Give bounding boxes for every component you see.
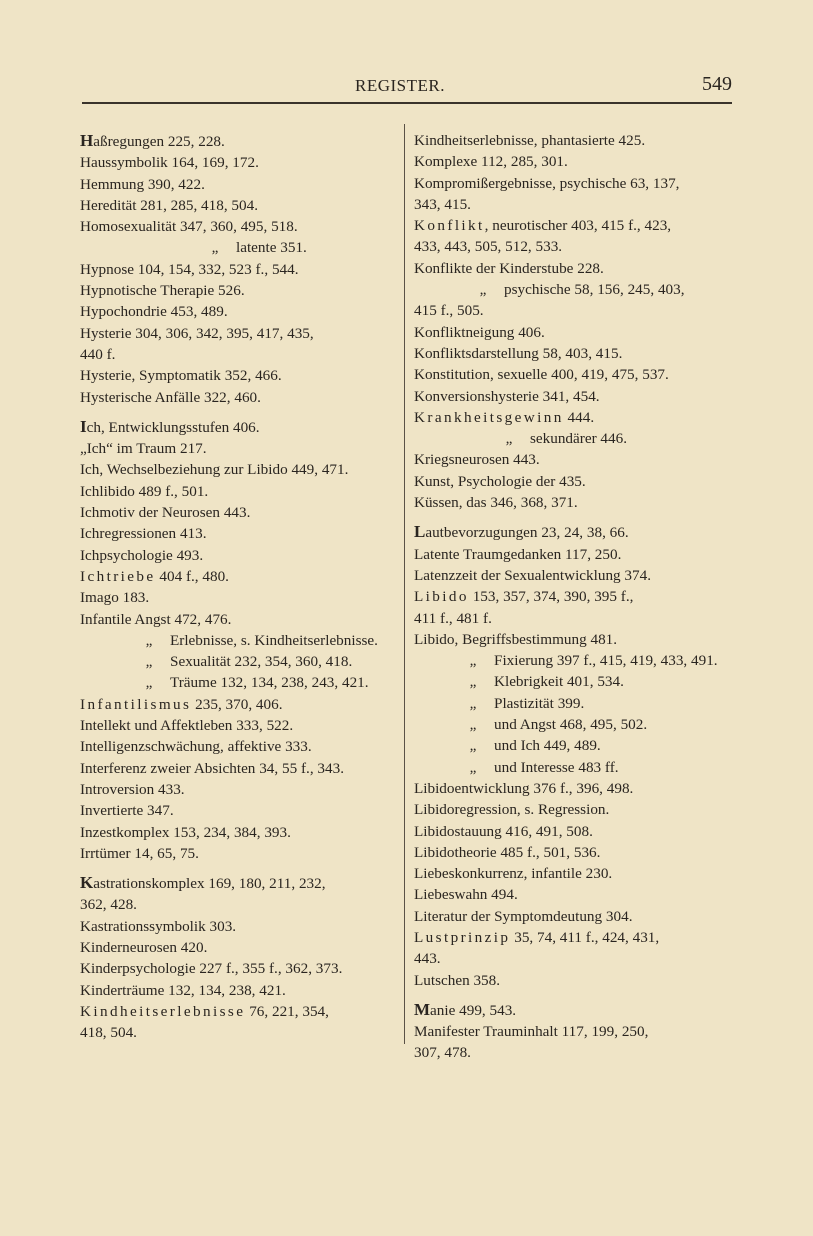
subentry-text: Erlebnisse, s. Kindheitserlebnisse. xyxy=(170,631,378,649)
entry-text: Hemmung 390, 422. xyxy=(80,175,205,193)
index-entry xyxy=(414,151,734,172)
entry-text: Lutschen 358. xyxy=(414,971,501,989)
subentry-text: Plastizität 399. xyxy=(494,694,585,712)
entry-text: Intelligenzschwächung, affektive 333. xyxy=(80,738,312,756)
entry-text: Irrtümer 14, 65, 75. xyxy=(80,844,199,862)
subentry-text: und Ich 449, 489. xyxy=(494,737,601,755)
section-gap xyxy=(414,513,734,521)
index-entry xyxy=(80,1001,402,1044)
entry-text: Kinderneurosen 420. xyxy=(80,938,208,956)
index-entry xyxy=(80,365,402,386)
index-entry xyxy=(80,301,402,322)
index-entry xyxy=(414,471,734,492)
index-entry xyxy=(80,387,402,408)
entry-text: Küssen, das 346, 368, 371. xyxy=(414,494,578,512)
entry-continuation: 307, 478. xyxy=(414,1044,471,1062)
entry-text: Kinderpsychologie 227 f., 355 f., 362, 373. xyxy=(80,960,343,978)
entry-text: Intellekt und Affektleben 333, 522. xyxy=(80,717,294,735)
ditto-mark: „ xyxy=(469,694,477,712)
entry-text: Libidostauung 416, 491, 508. xyxy=(414,822,593,840)
index-entry xyxy=(414,693,734,714)
entry-text: Hypochondrie 453, 489. xyxy=(80,303,228,321)
index-entry xyxy=(80,259,402,280)
index-entry xyxy=(414,428,734,449)
entry-continuation: 418, 504. xyxy=(80,1024,137,1042)
entry-text: 235, 370, 406. xyxy=(191,695,283,713)
entry-text: Konflikte der Kinderstube 228. xyxy=(414,259,604,277)
index-entry xyxy=(80,502,402,523)
section-initial: M xyxy=(414,999,431,1019)
ditto-mark: „ xyxy=(145,631,153,649)
entry-continuation: 411 f., 481 f. xyxy=(414,609,492,627)
index-entry xyxy=(414,1021,734,1064)
entry-text: Kinderträume 132, 134, 238, 421. xyxy=(80,981,286,999)
entry-text: astrationskomplex 169, 180, 211, 232, xyxy=(93,875,326,893)
subentry-text: sekundärer 446. xyxy=(530,430,627,448)
index-entry xyxy=(80,916,402,937)
entry-text: Hypnose 104, 154, 332, 523 f., 544. xyxy=(80,260,299,278)
index-entry xyxy=(80,843,402,864)
index-entry xyxy=(414,407,734,428)
index-subentry-line xyxy=(98,672,402,693)
section-gap xyxy=(80,864,402,872)
spaced-headword: Kindheitserlebnisse xyxy=(80,1002,246,1020)
index-entry xyxy=(414,821,734,842)
spaced-headword: Lustprinzip xyxy=(414,928,511,946)
section-initial: I xyxy=(80,416,87,436)
ditto-mark: „ xyxy=(469,737,477,755)
entry-text: Infantile Angst 472, 476. xyxy=(80,610,232,628)
index-subentry-line xyxy=(432,757,734,778)
entry-text: anie 499, 543. xyxy=(430,1001,517,1019)
entry-text: Konfliktsdarstellung 58, 403, 415. xyxy=(414,344,623,362)
index-subentry-line xyxy=(432,735,734,756)
index-entry xyxy=(414,970,734,991)
index-entry xyxy=(414,778,734,799)
index-subentry-line xyxy=(432,693,734,714)
index-entry xyxy=(80,779,402,800)
index-entry xyxy=(414,927,734,970)
spaced-headword: Konflikt xyxy=(414,217,485,235)
index-entry xyxy=(80,672,402,693)
index-entry xyxy=(80,822,402,843)
subentry-text: Klebrigkeit 401, 534. xyxy=(494,673,624,691)
entry-text: Introversion 433. xyxy=(80,780,185,798)
index-entry xyxy=(80,416,402,438)
index-entry xyxy=(80,566,402,587)
index-subentry-line xyxy=(432,650,734,671)
index-entry xyxy=(414,735,734,756)
entry-text: Liebeskonkurrenz, infantile 230. xyxy=(414,865,613,883)
index-entry xyxy=(80,459,402,480)
index-entry xyxy=(414,757,734,778)
entry-text: Latenzzeit der Sexualentwicklung 374. xyxy=(414,566,652,584)
section-initial: H xyxy=(80,131,94,150)
entry-continuation: 443. xyxy=(414,950,441,968)
index-subentry-line xyxy=(432,714,734,735)
index-entry xyxy=(80,523,402,544)
index-entry xyxy=(414,343,734,364)
entry-text: Hysterie, Symptomatik 352, 466. xyxy=(80,367,282,385)
ditto-mark: „ xyxy=(211,239,219,257)
ditto-mark: „ xyxy=(469,716,477,734)
entry-text: Ich, Wechselbeziehung zur Libido 449, 471. xyxy=(80,461,349,479)
entry-text: Konstitution, sexuelle 400, 419, 475, 537. xyxy=(414,366,669,384)
entry-text: Interferenz zweier Absichten 34, 55 f., 343. xyxy=(80,759,344,777)
index-entry xyxy=(80,174,402,195)
index-subentry-line xyxy=(98,630,402,651)
index-entry xyxy=(80,694,402,715)
entry-text: 153, 357, 374, 390, 395 f., xyxy=(468,588,634,606)
spaced-headword: Infantilismus xyxy=(80,695,192,713)
entry-text: Libido, Begriffsbestimmung 481. xyxy=(414,630,618,648)
entry-continuation: 343, 415. xyxy=(414,195,471,213)
index-entry xyxy=(414,492,734,513)
index-subentry-line xyxy=(432,279,734,300)
index-entry xyxy=(80,736,402,757)
index-subentry-line xyxy=(98,651,402,672)
entry-text: Ichlibido 489 f., 501. xyxy=(80,482,209,500)
entry-text: Libidotheorie 485 f., 501, 536. xyxy=(414,843,601,861)
ditto-mark: „ xyxy=(145,674,153,692)
entry-continuation: 440 f. xyxy=(80,345,116,363)
index-entry xyxy=(414,386,734,407)
subentry-text: und Angst 468, 495, 502. xyxy=(494,716,648,734)
index-subentry-line xyxy=(98,237,402,258)
index-entry xyxy=(80,651,402,672)
index-entry xyxy=(414,586,734,629)
entry-text: Latente Traumgedanken 117, 250. xyxy=(414,545,622,563)
index-subentry-line xyxy=(432,671,734,692)
entry-text: Manifester Trauminhalt 117, 199, 250, xyxy=(414,1023,649,1041)
entry-text: 35, 74, 411 f., 424, 431, xyxy=(510,928,660,946)
entry-text: Kompromißergebnisse, psychische 63, 137, xyxy=(414,174,680,192)
ditto-mark: „ xyxy=(505,430,513,448)
entry-text: Hypnotische Therapie 526. xyxy=(80,282,245,300)
index-entry xyxy=(80,715,402,736)
entry-text: Libidoregression, s. Regression. xyxy=(414,801,610,819)
entry-text: Haussymbolik 164, 169, 172. xyxy=(80,154,259,172)
index-entry xyxy=(80,481,402,502)
index-entry xyxy=(80,152,402,173)
index-entry xyxy=(414,215,734,258)
entry-text: Literatur der Symptomdeutung 304. xyxy=(414,907,633,925)
entry-text: Liebeswahn 494. xyxy=(414,886,518,904)
ditto-mark: „ xyxy=(469,673,477,691)
index-entry xyxy=(80,758,402,779)
entry-text: Imago 183. xyxy=(80,589,150,607)
entry-text: Kindheitserlebnisse, phantasierte 425. xyxy=(414,132,646,149)
index-entry xyxy=(414,258,734,279)
section-gap xyxy=(414,991,734,999)
subentry-text: und Interesse 483 ff. xyxy=(494,758,619,776)
index-entry xyxy=(80,280,402,301)
entry-text: Hysterische Anfälle 322, 460. xyxy=(80,388,261,406)
index-column-left xyxy=(80,130,402,1043)
index-entry xyxy=(80,130,402,152)
section-initial: K xyxy=(80,873,94,893)
subentry-text: latente 351. xyxy=(236,239,307,257)
index-entry xyxy=(414,999,734,1021)
index-entry xyxy=(414,671,734,692)
index-entry xyxy=(414,863,734,884)
subentry-text: psychische 58, 156, 245, 403, xyxy=(504,281,685,299)
entry-text: 404 f., 480. xyxy=(155,567,229,585)
entry-text: autbevorzugungen 23, 24, 38, 66. xyxy=(425,524,629,542)
index-entry xyxy=(80,237,402,258)
entry-text: Heredität 281, 285, 418, 504. xyxy=(80,196,259,214)
entry-text: 76, 221, 354, xyxy=(245,1002,329,1020)
index-entry xyxy=(414,629,734,650)
index-entry xyxy=(414,842,734,863)
index-entry xyxy=(414,449,734,470)
index-entry xyxy=(80,195,402,216)
index-entry xyxy=(80,545,402,566)
index-entry xyxy=(414,364,734,385)
entry-text: Hysterie 304, 306, 342, 395, 417, 435, xyxy=(80,324,314,342)
entry-text: Ichregressionen 413. xyxy=(80,525,207,543)
running-head: REGISTER. xyxy=(355,76,445,95)
entry-text: Konversionshysterie 341, 454. xyxy=(414,387,600,405)
spaced-headword: Ichtriebe xyxy=(80,567,156,585)
entry-text: Ichpsychologie 493. xyxy=(80,546,204,564)
index-entry xyxy=(80,630,402,651)
entry-text: Ichmotiv der Neurosen 443. xyxy=(80,504,251,522)
entry-text: Homosexualität 347, 360, 495, 518. xyxy=(80,218,298,236)
spaced-headword: Krankheitsgewinn xyxy=(414,408,564,426)
subentry-text: Fixierung 397 f., 415, 419, 433, 491. xyxy=(494,652,718,670)
index-entry xyxy=(414,521,734,543)
index-entry xyxy=(80,937,402,958)
index-entry xyxy=(414,544,734,565)
index-entry xyxy=(80,587,402,608)
entry-text: Invertierte 347. xyxy=(80,802,174,820)
entry-text: Libidoentwicklung 376 f., 396, 498. xyxy=(414,779,634,797)
index-entry xyxy=(414,906,734,927)
section-initial: L xyxy=(414,522,426,542)
ditto-mark: „ xyxy=(469,758,477,776)
page-number: 549 xyxy=(702,73,732,95)
spaced-headword: Libido xyxy=(414,588,469,606)
subentry-text: Träume 132, 134, 238, 243, 421. xyxy=(170,674,369,692)
header-rule xyxy=(82,102,732,104)
index-entry xyxy=(80,958,402,979)
index-entry xyxy=(80,216,402,237)
entry-text: ch, Entwicklungsstufen 406. xyxy=(86,418,260,436)
entry-continuation: 362, 428. xyxy=(80,896,137,914)
index-entry xyxy=(80,323,402,366)
entry-text: Kriegsneurosen 443. xyxy=(414,451,540,469)
index-entry xyxy=(414,322,734,343)
entry-text: „Ich“ im Traum 217. xyxy=(80,440,207,458)
index-entry xyxy=(80,800,402,821)
entry-text: , neurotischer 403, 415 f., 423, xyxy=(484,217,672,235)
entry-continuation: 433, 443, 505, 512, 533. xyxy=(414,238,563,256)
index-entry xyxy=(414,173,734,216)
index-column-right xyxy=(414,130,734,1064)
subentry-text: Sexualität 232, 354, 360, 418. xyxy=(170,653,353,671)
index-entry xyxy=(414,279,734,322)
entry-text: 444. xyxy=(563,408,595,426)
entry-text: Konfliktneigung 406. xyxy=(414,323,545,341)
entry-continuation: 415 f., 505. xyxy=(414,302,484,320)
section-gap xyxy=(80,408,402,416)
ditto-mark: „ xyxy=(145,653,153,671)
entry-text: Inzestkomplex 153, 234, 384, 393. xyxy=(80,823,291,841)
index-subentry-line xyxy=(432,428,734,449)
index-entry xyxy=(414,714,734,735)
index-entry xyxy=(414,799,734,820)
entry-text: Kunst, Psychologie der 435. xyxy=(414,472,586,490)
entry-text: Kastrationssymbolik 303. xyxy=(80,917,237,935)
index-entry xyxy=(414,884,734,905)
entry-text: aßregungen 225, 228. xyxy=(93,133,225,150)
ditto-mark: „ xyxy=(479,281,487,299)
index-entry xyxy=(80,438,402,459)
column-divider xyxy=(404,124,405,1044)
index-entry xyxy=(414,650,734,671)
entry-text: Komplexe 112, 285, 301. xyxy=(414,153,568,171)
index-entry xyxy=(80,872,402,916)
index-entry xyxy=(414,565,734,586)
index-entry xyxy=(414,130,734,151)
ditto-mark: „ xyxy=(469,652,477,670)
index-entry xyxy=(80,980,402,1001)
index-entry xyxy=(80,609,402,630)
